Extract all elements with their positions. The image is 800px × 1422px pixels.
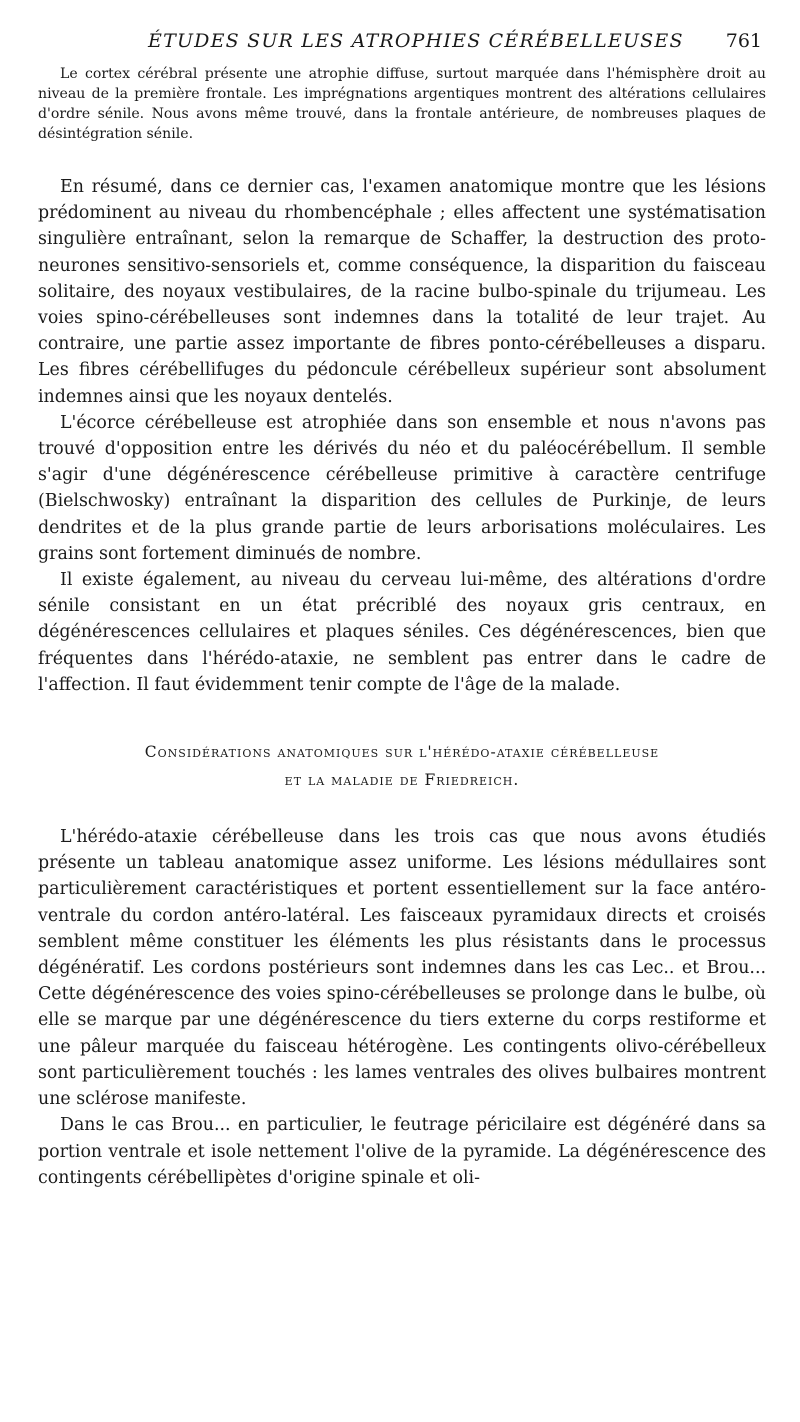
body-paragraph: En résumé, dans ce dernier cas, l'examen anatomique montre que les lésions prédominent au niveau du rhombencéphale ; elles affectent une systématisation singulière entraînant, selon la remarque de Schaffer, la destruction des proto-neurones sensitivo-sensoriels et, comme conséquence, la disparition du faisceau solitaire, des noyaux vestibulaires, de la racine bulbo-spinale du trijumeau. Les voies spino-cérébelleuses sont indemnes dans la totalité de leur trajet. Au contraire, une partie assez importante de fibres ponto-cérébelleuses a disparu. Les fibres cérébellifuges du pédoncule cérébelleux supérieur sont absolument indemnes ainsi que les noyaux dentelés. (38, 177, 766, 407)
body-paragraph: Dans le cas Brou... en particulier, le feutrage péricilaire est dégénéré dans sa portion ventrale et isole nettement l'olive de la pyramide. La dégénérescence des contingents cérébellipètes d'origine spinale et oli- (38, 1115, 766, 1188)
small-print-paragraph: Le cortex cérébral présente une atrophie diffuse, surtout marquée dans l'hémisphère droit au niveau de la première frontale. Les imprégnations argentiques montrent des altérations cellulaires d'ordre sénile. Nous avons même trouvé, dans la frontale antérieure, de nombreuses plaques de désintégration sénile. (38, 66, 766, 142)
body-paragraph: Il existe également, au niveau du cerveau lui-même, des altérations d'ordre sénile consistant en un état précriblé des noyaux gris centraux, en dégénérescences cellulaires et plaques séniles. Ces dégénérescences, bien que fréquentes dans l'hérédo-ataxie, ne semblent pas entrer dans le cadre de l'affection. Il faut évidemment tenir compte de l'âge de la malade. (38, 570, 766, 695)
section-heading-line-2: et la maladie de Friedreich. (284, 771, 520, 790)
running-title: ÉTUDES SUR LES ATROPHIES CÉRÉBELLEUSES (148, 30, 684, 52)
page-number: 761 (725, 30, 762, 52)
body-paragraph: L'écorce cérébelleuse est atrophiée dans son ensemble et nous n'avons pas trouvé d'opposition entre les dérivés du néo et du paléocérébellum. Il semble s'agir d'une dégénérescence cérébelleuse primitive à caractère centrifuge (Bielschwosky) entraînant la disparition des cellules de Purkinje, de leurs dendrites et de la plus grande partie de leurs arborisations moléculaires. Les grains sont fortement diminués de nombre. (38, 412, 766, 564)
body-paragraph: L'hérédo-ataxie cérébelleuse dans les trois cas que nous avons étudiés présente un tableau anatomique assez uniforme. Les lésions médullaires sont particulièrement caractéristiques et portent essentiellement sur la face antéro-ventrale du cordon antéro-latéral. Les faisceaux pyramidaux directs et croisés semblent même constituer les éléments les plus résistants dans le processus dégénératif. Les cordons postérieurs sont indemnes dans les cas Lec.. et Brou... Cette dégénérescence des voies spino-cérébelleuses se prolonge dans le bulbe, où elle se marque par une dégénérescence du tiers externe du corps restiforme et une pâleur marquée du faisceau hétérogène. Les contingents olivo-cérébelleux sont particulièrement touchés : les lames ventrales des olives bulbaires montrent une sclérose manifeste. (38, 827, 766, 1110)
page (38, 30, 766, 1191)
section-heading-line-1: Considérations anatomiques sur l'hérédo-ataxie cérébelleuse (144, 743, 660, 762)
running-head (38, 30, 766, 64)
